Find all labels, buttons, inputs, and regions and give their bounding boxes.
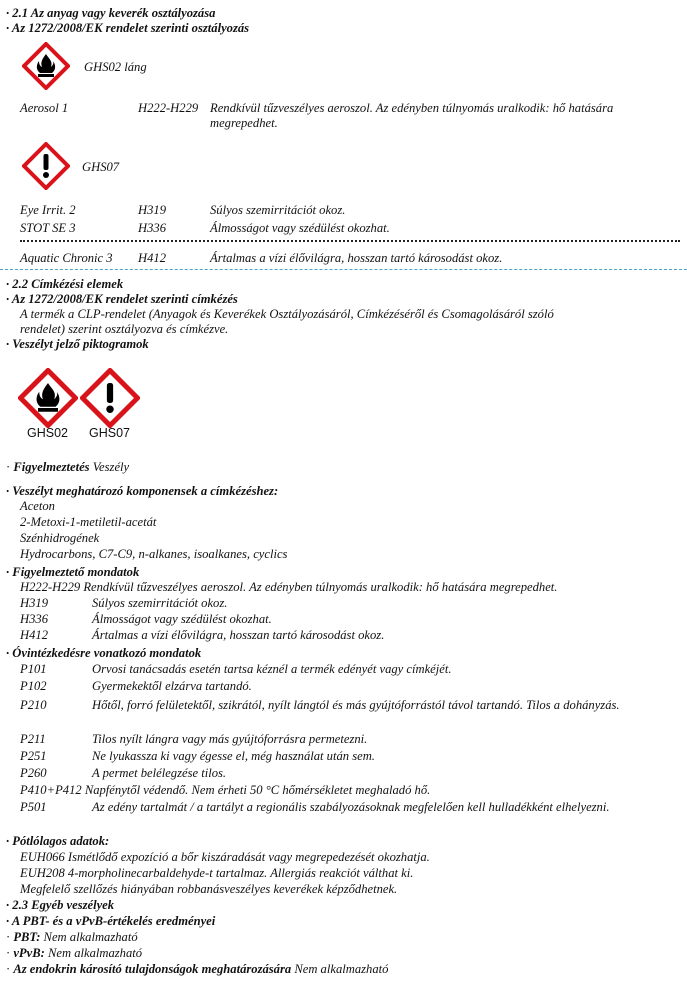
precautionary-title: · Óvintézkedésre vonatkozó mondatok (6, 646, 202, 660)
section-2-1-title-text: 2.1 Az anyag vagy keverék osztályozása (12, 6, 216, 20)
precaution-text: Az edény tartalmát / a tartályt a regionális szabályozásoknak megfelelően kell hulladékként elhelyezni. (92, 800, 610, 814)
additional-info-title: · Pótlólagos adatok: (6, 834, 110, 848)
text-aquatic: Ártalmas a vízi élővilágra, hosszan tartó károsodást okoz. (210, 251, 503, 265)
pictogram-caption-ghs02: GHS02 (27, 426, 68, 440)
vpvb-row: · vPvB: Nem alkalmazható (6, 946, 143, 960)
section-2-3-title-text: 2.3 Egyéb veszélyek (12, 898, 115, 912)
ghs07-label: GHS07 (82, 160, 120, 174)
precaution-text: A permet belélegzése tilos. (92, 766, 227, 780)
endocrine-value: Nem alkalmazható (294, 962, 389, 976)
precaution-code: P102 (20, 679, 47, 693)
additional-info-item: EUH066 Ismétlődő expozíció a bőr kiszáradását vagy megrepedezését okozhatja. (20, 850, 430, 864)
section-2-3-title: · 2.3 Egyéb veszélyek (6, 898, 115, 912)
precaution-text: Hőtől, forró felületektől, szikrától, nyílt lángtól és más gyújtóforrástól távol tartandó. Tilos a dohányzás. (92, 698, 620, 712)
code-stot: H336 (138, 221, 166, 235)
precaution-code: P101 (20, 662, 47, 676)
pbt-label: PBT: (13, 930, 41, 944)
pictograms-title: · Veszélyt jelző piktogramok (6, 337, 149, 351)
signal-word: · Figyelmeztetés Veszély (6, 460, 130, 474)
additional-info-title-text: Pótlólagos adatok: (12, 834, 110, 848)
classification-row-aerosol (20, 101, 680, 133)
class-aquatic: Aquatic Chronic 3 (20, 251, 113, 265)
components-title-text: Veszélyt meghatározó komponensek a címkézéshez: (12, 484, 279, 498)
pictograms-title-text: Veszélyt jelző piktogramok (12, 337, 149, 351)
classification-row-stot (20, 221, 680, 236)
section-2-2-subtitle: · Az 1272/2008/EK rendelet szerinti címkézés (6, 292, 238, 306)
clp-text-line1: A termék a CLP-rendelet (Anyagok és Keverékek Osztályozásáról, Címkézéséről és Csomagolásáról szóló (20, 307, 554, 321)
clp-text-line2: rendelet) szerint osztályozva és címkézve. (20, 322, 229, 336)
hazard-statement-main: H222-H229 Rendkívül tűzveszélyes aeroszol. Az edényben túlnyomás uralkodik: hő hatására megrepedhet. (20, 580, 558, 594)
hazard-statements-title-text: Figyelmeztető mondatok (12, 565, 140, 579)
text-aerosol (210, 101, 675, 131)
precaution-text: Gyermekektől elzárva tartandó. (92, 679, 252, 693)
pictogram-caption-ghs07: GHS07 (89, 426, 130, 440)
classification-row-eye (20, 203, 680, 218)
precaution-code: P501 (20, 800, 47, 814)
class-eye: Eye Irrit. 2 (20, 203, 76, 217)
section-2-2-title-text: 2.2 Címkézési elemek (12, 277, 124, 291)
pbt-title-text: A PBT- és a vPvB-értékelés eredményei (11, 914, 216, 928)
section-2-1-subtitle-text: Az 1272/2008/EK rendelet szerinti osztályozás (11, 21, 250, 35)
precaution-text: Tilos nyílt lángra vagy más gyújtóforrásra permetezni. (92, 732, 368, 746)
precaution-code: P211 (20, 732, 46, 746)
endocrine-row: · Az endokrin károsító tulajdonságok meghatározására Nem alkalmazható (6, 962, 389, 976)
precautionary-title-text: Óvintézkedésre vonatkozó mondatok (12, 646, 202, 660)
section-2-2-title: · 2.2 Címkézési elemek (6, 277, 124, 291)
precaution-text: Orvosi tanácsadás esetén tartsa kéznél a termék edényét vagy címkéjét. (92, 662, 452, 676)
component-item: Aceton (20, 499, 55, 513)
section-2-1-subtitle: · Az 1272/2008/EK rendelet szerinti osztályozás (6, 21, 250, 35)
signal-word-label: Figyelmeztetés (13, 460, 90, 474)
dotted-divider (20, 240, 680, 242)
component-item: Hydrocarbons, C7-C9, n-alkanes, isoalkanes, cyclics (20, 547, 288, 561)
ghs07-exclamation-icon (22, 142, 70, 190)
text-eye: Súlyos szemirritációt okoz. (210, 203, 346, 217)
additional-info-item: Megfelelő szellőzés hiányában robbanásveszélyes keverékek képződhetnek. (20, 882, 398, 896)
ghs02-pictogram-icon (18, 368, 78, 428)
pbt-row: · PBT: Nem alkalmazható (6, 930, 138, 944)
code-aerosol: H222-H229 (138, 101, 199, 115)
endocrine-label: Az endokrin károsító tulajdonságok meghatározására (13, 962, 292, 976)
text-aerosol-content: Rendkívül tűzveszélyes aeroszol. Az edényben túlnyomás uralkodik: hő hatására megrepedhet. (210, 101, 614, 130)
signal-word-value: Veszély (92, 460, 130, 474)
hazard-statements-title: · Figyelmeztető mondatok (6, 565, 140, 579)
pbt-title: · A PBT- és a vPvB-értékelés eredményei (6, 914, 216, 928)
classification-row-aquatic (20, 251, 680, 266)
section-separator (0, 269, 687, 270)
precaution-p410: P410+P412 Napfénytől védendő. Nem érheti 50 °C hőmérsékletet meghaladó hő. (20, 783, 431, 797)
precaution-code: P260 (20, 766, 47, 780)
hazard-text: Súlyos szemirritációt okoz. (92, 596, 228, 610)
component-item: 2-Metoxi-1-metiletil-acetát (20, 515, 157, 529)
ghs02-flame-icon (22, 42, 70, 90)
class-aerosol: Aerosol 1 (20, 101, 69, 115)
code-aquatic: H412 (138, 251, 166, 265)
components-title: · Veszélyt meghatározó komponensek a címkézéshez: (6, 484, 279, 498)
hazard-code: H412 (20, 628, 48, 642)
section-2-1-title: · 2.1 Az anyag vagy keverék osztályozása (6, 6, 216, 20)
hazard-code: H319 (20, 596, 48, 610)
vpvb-value: Nem alkalmazható (47, 946, 143, 960)
pbt-value: Nem alkalmazható (43, 930, 138, 944)
text-stot: Álmosságot vagy szédülést okozhat. (210, 221, 390, 235)
additional-info-item: EUH208 4-morpholinecarbaldehyde-t tartalmaz. Allergiás reakciót válthat ki. (20, 866, 414, 880)
precaution-code: P251 (20, 749, 47, 763)
hazard-code: H336 (20, 612, 48, 626)
component-item: Szénhidrogének (20, 531, 100, 545)
precaution-code: P210 (20, 698, 47, 712)
precaution-text: Ne lyukassza ki vagy égesse el, még használat után sem. (92, 749, 375, 763)
hazard-text: Ártalmas a vízi élővilágra, hosszan tartó károsodást okoz. (92, 628, 385, 642)
hazard-text: Álmosságot vagy szédülést okozhat. (92, 612, 272, 626)
ghs07-pictogram-icon (80, 368, 140, 428)
vpvb-label: vPvB: (13, 946, 45, 960)
section-2-2-subtitle-text: Az 1272/2008/EK rendelet szerinti címkézés (11, 292, 238, 306)
code-eye: H319 (138, 203, 166, 217)
class-stot: STOT SE 3 (20, 221, 76, 235)
ghs02-label: GHS02 láng (84, 60, 147, 74)
